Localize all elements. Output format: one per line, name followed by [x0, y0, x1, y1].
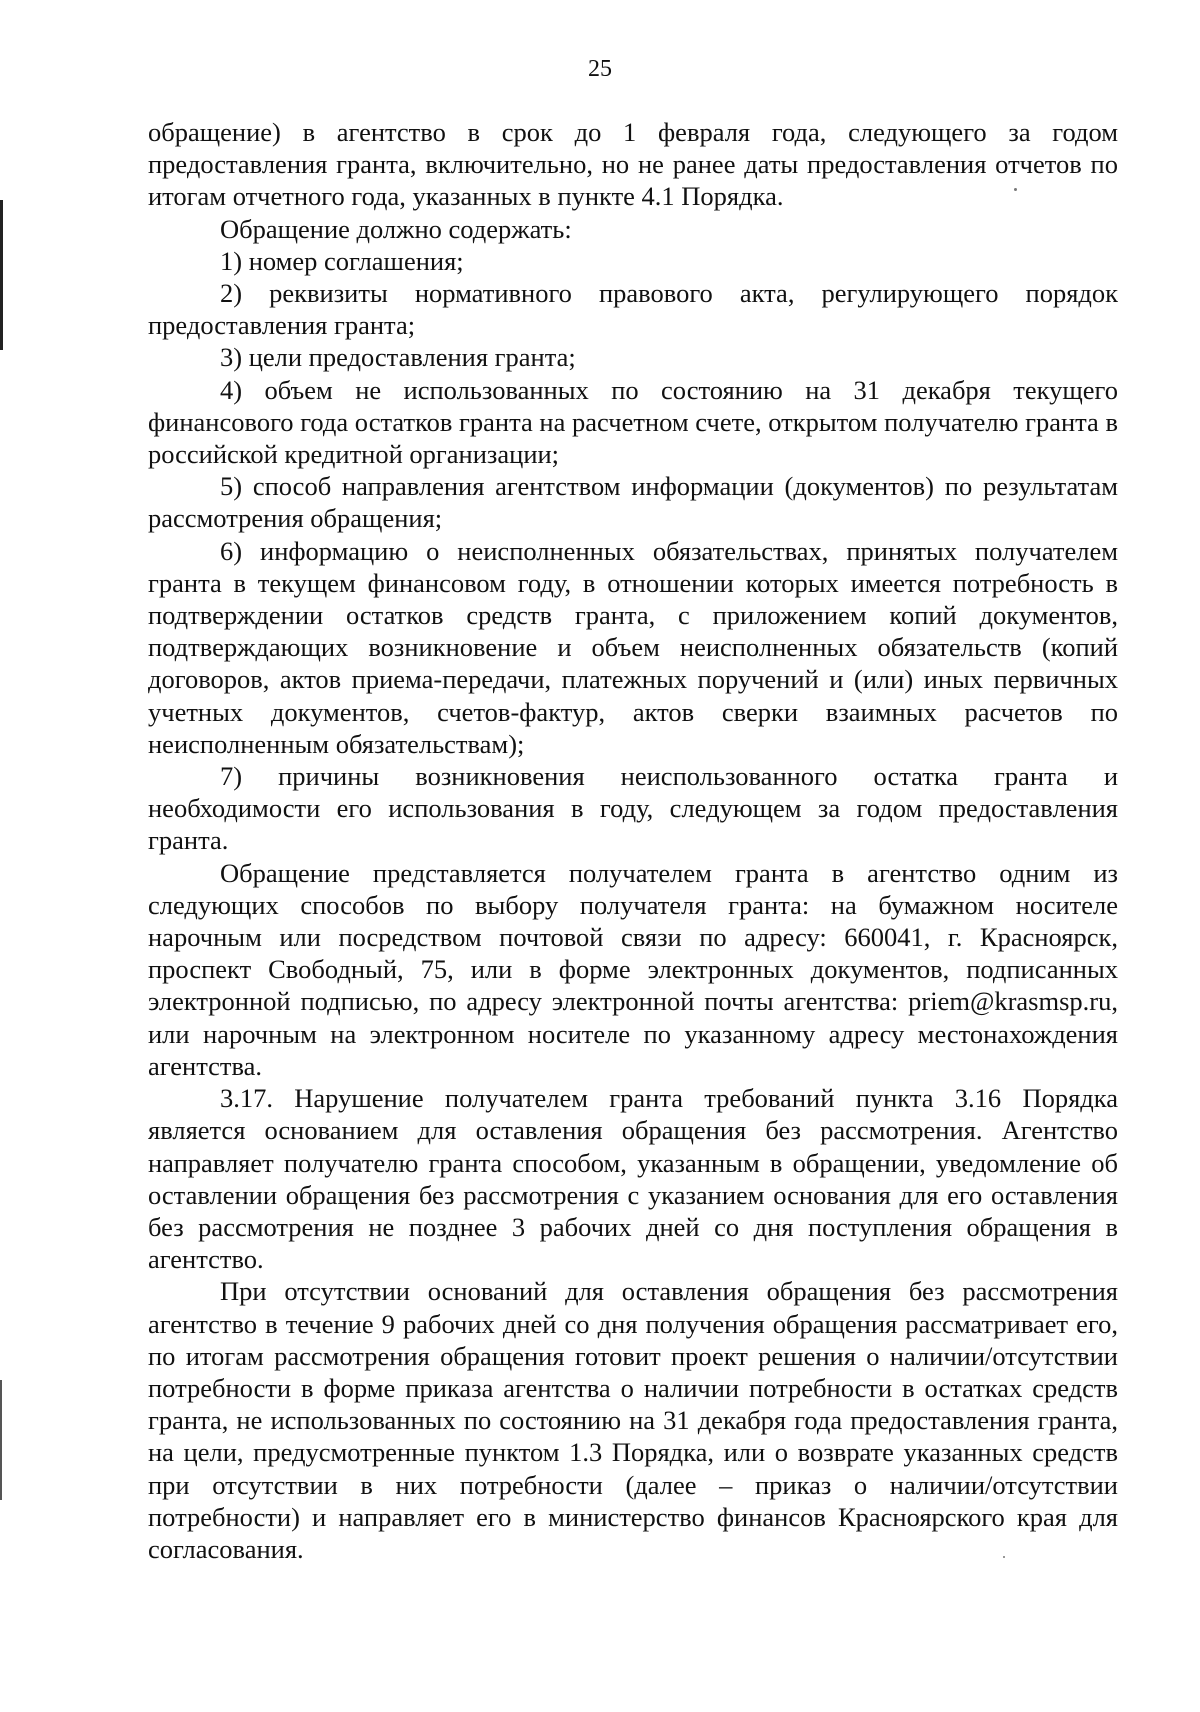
- list-item-5: 5) способ направления агентством информации (документов) по результатам рассмотрения обращения;: [148, 471, 1118, 534]
- list-item-2: 2) реквизиты нормативного правового акта, регулирующего порядок предоставления гранта;: [148, 278, 1118, 341]
- scan-edge-mark: [0, 200, 3, 350]
- list-item-7: 7) причины возникновения неиспользованного остатка гранта и необходимости его использования в году, следующем за годом предоставления гранта.: [148, 761, 1118, 856]
- page-number: 25: [588, 56, 612, 82]
- document-body: [148, 116, 1118, 1565]
- list-item-4: 4) объем не использованных по состоянию на 31 декабря текущего финансового года остатков гранта на расчетном счете, открытом получателю гранта в российской кредитной организации;: [148, 374, 1118, 470]
- paragraph-appeal-contents-intro: Обращение должно содержать:: [220, 213, 572, 244]
- paragraph-section-3-17: 3.17. Нарушение получателем гранта требований пункта 3.16 Порядка является основанием для оставления обращения без рассмотрения. Агентство направляет получателю гранта способом, указанным в обращении, уведомление об оставлении обращения без рассмотрения с указанием основания для его оставления без рассмотрения не позднее 3 рабочих дней со дня поступления обращения в агентство.: [148, 1083, 1118, 1275]
- list-item-1: 1) номер соглашения;: [220, 245, 464, 276]
- paragraph-submission-methods: Обращение представляется получателем гранта в агентство одним из следующих способов по выбору получателя гранта: на бумажном носителе нарочным или посредством почтовой связи по адресу: 660041, г. Красноярск, проспект Свободный, 75, или в форме электронных документов, подписанных электронной подписью, по адресу электронной почты агентства: priem@krasmsp.ru, или нарочным на электронном носителе по указанному адресу местонахождения агентства.: [148, 857, 1118, 1081]
- paragraph-continuation: обращение) в агентство в срок до 1 февраля года, следующего за годом предоставления гранта, включительно, но не ранее даты предоставления отчетов по итогам отчетного года, указанных в пункте 4.1 Порядка.: [148, 117, 1118, 212]
- scan-edge-mark: [0, 1380, 2, 1500]
- list-item-3: 3) цели предоставления гранта;: [220, 342, 576, 373]
- list-item-6: 6) информацию о неисполненных обязательствах, принятых получателем гранта в текущем финансовом году, в отношении которых имеется потребность в подтверждении остатков средств гранта, с приложением копий документов, подтверждающих возникновение и объем неисполненных обязательств (копий договоров, актов приема-передачи, платежных поручений и (или) иных первичных учетных документов, счетов-фактур, актов сверки взаимных расчетов по неисполненным обязательствам);: [148, 535, 1118, 759]
- paragraph-review-procedure: При отсутствии оснований для оставления обращения без рассмотрения агентство в течение 9 рабочих дней со дня получения обращения рассматривает его, по итогам рассмотрения обращения готовит проект решения о наличии/отсутствии потребности в форме приказа агентства о наличии потребности в остатках средств гранта, не использованных по состоянию на 31 декабря года предоставления гранта, на цели, предусмотренные пунктом 1.3 Порядка, или о возврате указанных средств при отсутствии в них потребности (далее – приказ о наличии/отсутствии потребности) и направляет его в министерство финансов Красноярского края для согласования.: [148, 1276, 1118, 1564]
